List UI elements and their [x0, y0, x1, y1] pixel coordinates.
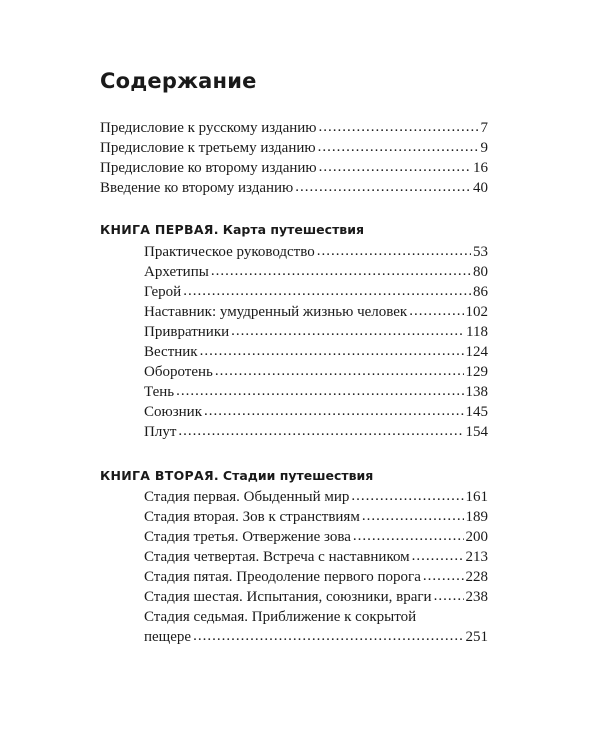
toc-entry[interactable] — [144, 342, 488, 362]
dot-leader — [211, 261, 471, 281]
toc-entry-label: Привратники — [144, 324, 230, 340]
dot-leader — [412, 546, 464, 566]
toc-entry-page: 251 — [465, 629, 488, 645]
toc-entry-label: Тень — [144, 384, 175, 400]
dot-leader — [351, 486, 463, 506]
toc-entry[interactable] — [144, 547, 488, 567]
toc-entry-label: Стадия вторая. Зов к странствиям — [144, 509, 360, 525]
toc-entry[interactable] — [144, 527, 488, 547]
toc-entry-label: Предисловие к русскому изданию — [100, 120, 317, 136]
toc-entry-page: 7 — [480, 120, 488, 136]
toc-entry-label: Союзник — [144, 404, 202, 420]
toc-entry[interactable] — [100, 158, 488, 178]
toc-entry[interactable] — [100, 118, 488, 138]
toc-entry[interactable] — [100, 138, 488, 158]
page-title: Содержание — [100, 69, 257, 93]
toc-entry[interactable] — [144, 322, 488, 342]
dot-leader — [423, 566, 464, 586]
book-two-heading — [100, 467, 373, 485]
dot-leader — [317, 241, 471, 261]
dot-leader — [295, 177, 471, 197]
toc-entry[interactable] — [100, 178, 488, 198]
toc-entry-label: Практическое руководство — [144, 244, 315, 260]
toc-entry-label: Предисловие ко второму изданию — [100, 160, 317, 176]
toc-entry-label: Архетипы — [144, 264, 209, 280]
book-two-label: КНИГА ВТОРАЯ. — [100, 468, 219, 483]
toc-entry-page: 154 — [465, 424, 488, 440]
toc-entry[interactable] — [144, 627, 488, 647]
toc-entry[interactable] — [144, 242, 488, 262]
toc-entry-page: 80 — [473, 264, 488, 280]
dot-leader — [176, 381, 463, 401]
toc-entry-label: Плут — [144, 424, 177, 440]
toc-entry-label: Стадия третья. Отвержение зова — [144, 529, 351, 545]
toc-entry-page: 213 — [465, 549, 488, 565]
toc-entry[interactable] — [144, 402, 488, 422]
toc-entry[interactable] — [144, 487, 488, 507]
toc-entry-page: 200 — [465, 529, 488, 545]
toc-entry[interactable] — [144, 382, 488, 402]
toc-entry-page: 145 — [465, 404, 488, 420]
dot-leader — [231, 321, 464, 341]
toc-entry-label: Наставник: умудренный жизнью человек — [144, 304, 408, 320]
toc-entry[interactable] — [144, 567, 488, 587]
book-one-label: КНИГА ПЕРВАЯ. — [100, 222, 219, 237]
toc-entry-page: 129 — [465, 364, 488, 380]
toc-entry-label: Оборотень — [144, 364, 213, 380]
dot-leader — [215, 361, 464, 381]
toc-entry-label: Введение ко второму изданию — [100, 180, 294, 196]
dot-leader — [200, 341, 464, 361]
dot-leader — [178, 421, 463, 441]
toc-entry[interactable] — [144, 507, 488, 527]
toc-entry[interactable] — [144, 422, 488, 442]
dot-leader — [434, 586, 464, 606]
toc-entry-page: 86 — [473, 284, 488, 300]
book-one-title: Карта путешествия — [222, 222, 365, 237]
toc-entry-page: 16 — [473, 160, 488, 176]
toc-entry-label: пещере — [144, 629, 192, 645]
toc-entry-label-first-line[interactable]: Стадия седьмая. Приближение к сокрытой — [144, 609, 417, 625]
toc-entry[interactable] — [144, 362, 488, 382]
toc-entry-page: 161 — [465, 489, 488, 505]
dot-leader — [319, 157, 471, 177]
dot-leader — [318, 137, 479, 157]
book-one-heading — [100, 221, 364, 239]
toc-entry-label: Вестник — [144, 344, 198, 360]
toc-entry[interactable] — [144, 282, 488, 302]
toc-entry-page: 189 — [465, 509, 488, 525]
dot-leader — [204, 401, 464, 421]
toc-entry-page: 40 — [473, 180, 488, 196]
toc-entry-page: 138 — [465, 384, 488, 400]
dot-leader — [183, 281, 471, 301]
book-two-title: Стадии путешествия — [222, 468, 374, 483]
toc-entry-page: 228 — [465, 569, 488, 585]
toc-entry[interactable] — [144, 587, 488, 607]
dot-leader — [318, 117, 478, 137]
toc-entry-page: 118 — [466, 324, 488, 340]
toc-entry-page: 124 — [465, 344, 488, 360]
toc-entry[interactable] — [144, 302, 488, 322]
toc-entry-page: 102 — [465, 304, 488, 320]
toc-entry-page: 53 — [473, 244, 488, 260]
dot-leader — [362, 506, 464, 526]
toc-entry-label: Стадия первая. Обыденный мир — [144, 489, 350, 505]
toc-entry-page: 238 — [465, 589, 488, 605]
toc-entry[interactable] — [144, 262, 488, 282]
toc-entry-label: Герой — [144, 284, 182, 300]
dot-leader — [409, 301, 463, 321]
toc-entry-label: Стадия шестая. Испытания, союзники, враги — [144, 589, 432, 605]
toc-entry-page: 9 — [480, 140, 488, 156]
dot-leader — [193, 626, 463, 646]
toc-entry-label: Стадия пятая. Преодоление первого порога — [144, 569, 421, 585]
dot-leader — [353, 526, 464, 546]
toc-entry-label: Стадия четвертая. Встреча с наставником — [144, 549, 410, 565]
toc-entry-label: Предисловие к третьему изданию — [100, 140, 316, 156]
